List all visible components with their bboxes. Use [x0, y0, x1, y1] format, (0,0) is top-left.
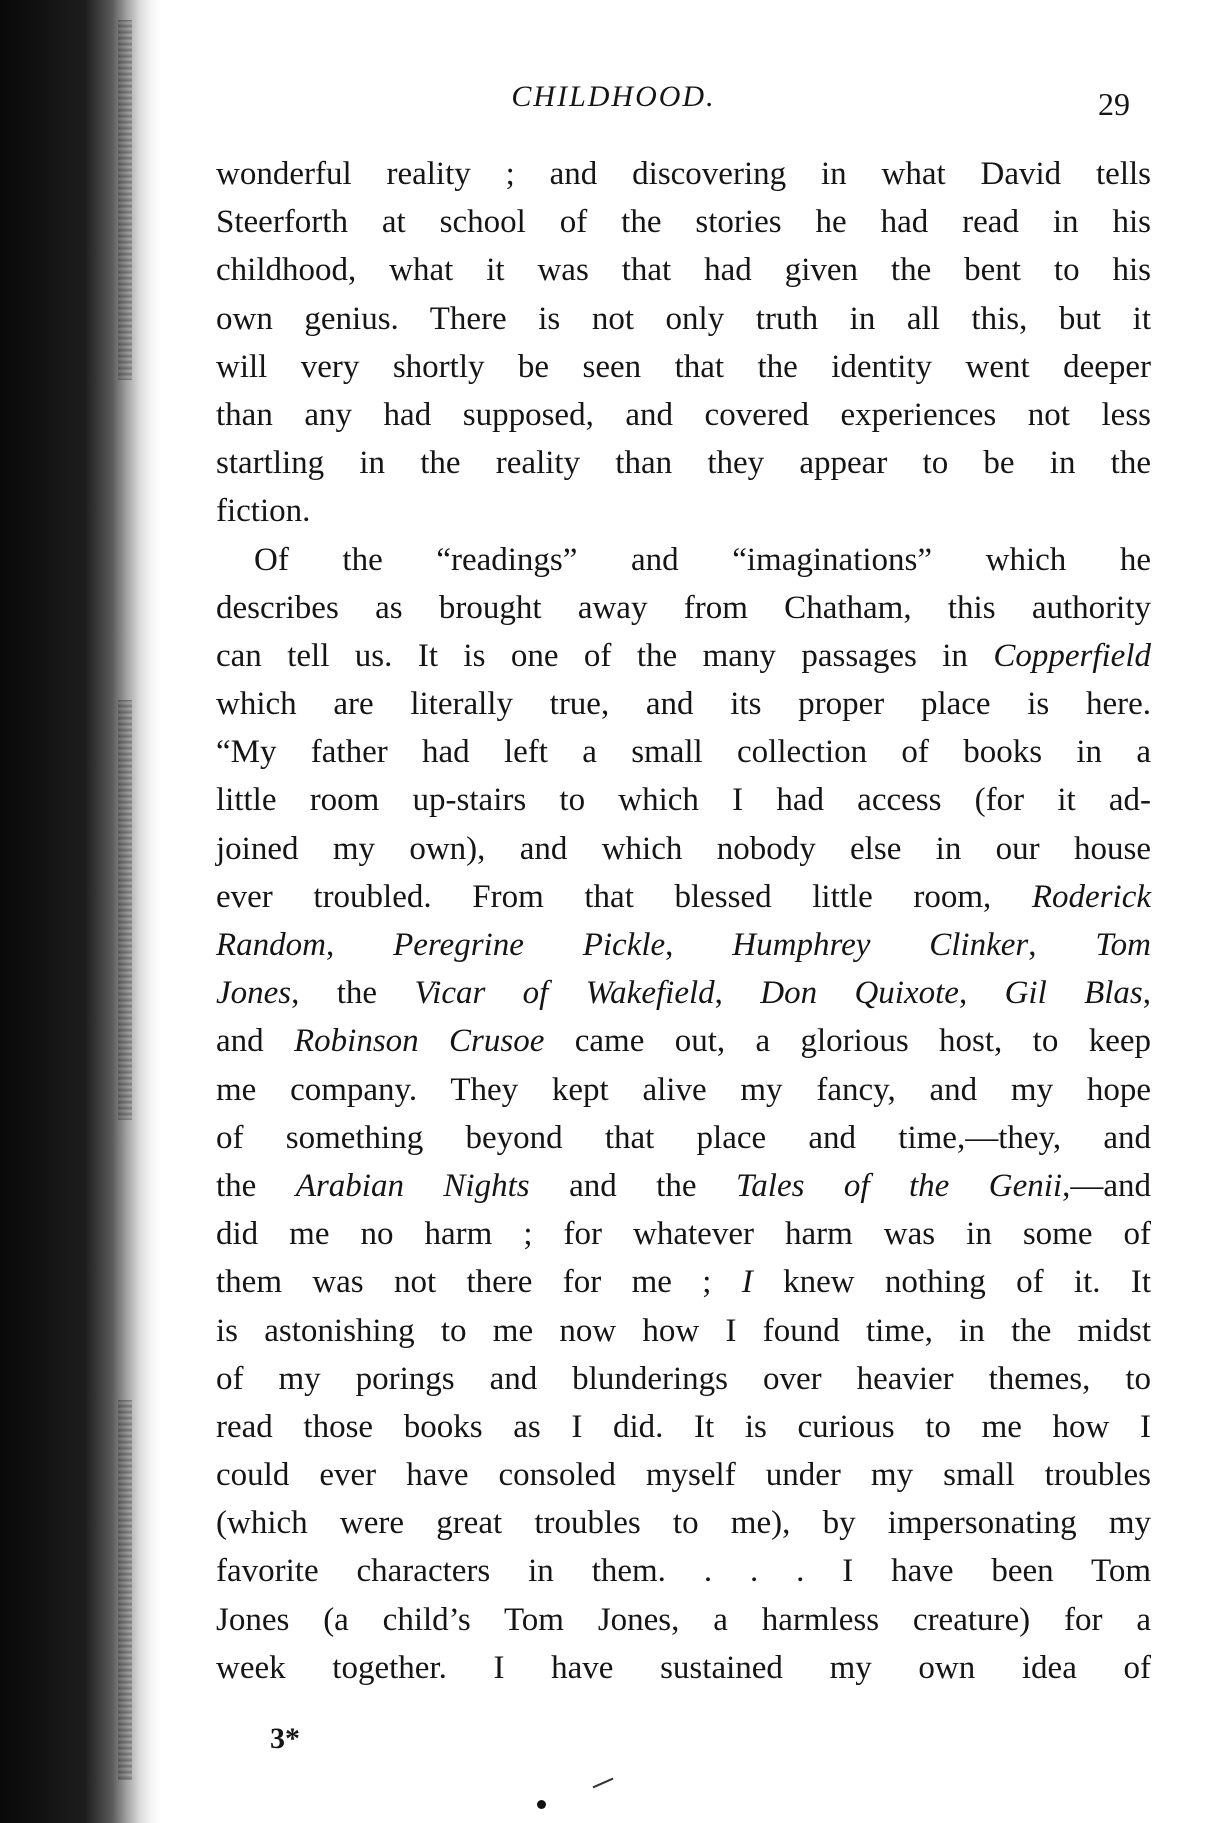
text-line: [216, 680, 1151, 728]
text-line: [216, 1451, 1151, 1499]
text-run: Of the “readings” and “imaginations” which he: [254, 541, 1151, 578]
italic-title: Gil Blas: [1004, 975, 1143, 1012]
text-line: [216, 969, 1151, 1017]
text-run: of something beyond that place and time,—they, and: [216, 1119, 1151, 1156]
italic-title: Roderick: [1031, 878, 1151, 915]
gutter-speckle: [118, 20, 132, 380]
text-line: [216, 776, 1151, 824]
text-run: (which were great troubles to me), by impersonating my: [216, 1505, 1151, 1542]
running-head: [0, 80, 1227, 124]
text-run: joined my own), and which nobody else in our house: [216, 830, 1151, 867]
ink-mark: [593, 1778, 614, 1789]
text-line: [216, 1114, 1151, 1162]
text-line: [216, 295, 1151, 343]
text-run: ,: [1142, 975, 1152, 1012]
text-run: ever troubled. From that blessed little room,: [216, 878, 1032, 915]
text-run: did me no harm ; for whatever harm was in some of: [216, 1216, 1151, 1253]
text-run: ,—and: [1062, 1167, 1152, 1204]
text-run: and: [216, 1023, 295, 1060]
text-line: [216, 1017, 1151, 1065]
text-line: [216, 873, 1151, 921]
italic-title: I: [741, 1264, 753, 1301]
text-run: “My father had left a small collection of books in a: [216, 734, 1151, 771]
text-run: describes as brought away from Chatham, this authority: [216, 589, 1151, 626]
text-line: [216, 1644, 1151, 1692]
text-line: [216, 439, 1151, 487]
text-run: Steerforth at school of the stories he had read in his: [216, 204, 1151, 241]
ink-dot: [537, 1800, 546, 1809]
page-title: CHILDHOOD.: [511, 80, 716, 113]
italic-title: Tales of the Genii: [735, 1167, 1063, 1204]
text-run: ,: [326, 927, 394, 963]
text-run: could ever have consoled myself under my small troubles: [216, 1457, 1151, 1494]
text-line: [216, 1066, 1151, 1114]
italic-title: Tom: [1095, 927, 1152, 963]
italic-title: Peregrine Pickle: [393, 927, 666, 963]
book-gutter-shadow: [0, 0, 160, 1823]
italic-title: Don Quixote: [760, 975, 959, 1012]
text-line: [216, 198, 1151, 246]
text-line: [216, 343, 1151, 391]
italic-title: Vicar of Wakefield: [414, 975, 715, 1012]
text-line: [216, 1403, 1151, 1451]
text-run: came out, a glorious host, to keep: [544, 1023, 1151, 1060]
text-run: week together. I have sustained my own idea of: [216, 1649, 1151, 1686]
text-line: [216, 1596, 1151, 1644]
text-line: [216, 536, 1151, 584]
signature-mark: 3*: [270, 1722, 300, 1755]
text-run: ,: [958, 975, 1005, 1012]
italic-title: Jones: [216, 975, 292, 1012]
text-run: startling in the reality than they appear to be in the: [216, 445, 1151, 482]
italic-title: Robinson Crusoe: [294, 1023, 545, 1060]
text-run: favorite characters in them. . . . I have been Tom: [216, 1553, 1151, 1590]
text-line: [216, 1307, 1151, 1355]
text-run: and the: [529, 1167, 736, 1204]
text-run: Jones (a child’s Tom Jones, a harmless creature) for a: [216, 1601, 1151, 1638]
text-run: knew nothing of it. It: [752, 1264, 1151, 1301]
text-line: [216, 1499, 1151, 1547]
text-line: [216, 584, 1151, 632]
text-run: ,: [714, 975, 761, 1012]
text-run: me company. They kept alive my fancy, and my hope: [216, 1071, 1151, 1108]
italic-title: Random: [216, 927, 326, 963]
text-line: [216, 921, 1151, 969]
text-line: [216, 825, 1151, 873]
text-run: of my porings and blunderings over heavier themes, to: [216, 1360, 1151, 1397]
text-run: can tell us. It is one of the many passages in: [216, 637, 994, 674]
text-line: [216, 632, 1151, 680]
text-run: ,: [1028, 927, 1096, 963]
body-text: [216, 150, 1151, 1692]
text-run: own genius. There is not only truth in all this, but it: [216, 300, 1151, 337]
text-run: them was not there for me ;: [216, 1264, 742, 1301]
text-run: wonderful reality ; and discovering in what David tells: [216, 156, 1151, 192]
text-run: fiction.: [216, 493, 311, 530]
text-run: ,: [665, 927, 733, 963]
text-line: [216, 150, 1151, 198]
italic-title: Copperfield: [993, 637, 1151, 674]
text-run: which are literally true, and its proper place is here.: [216, 686, 1151, 723]
text-line: [216, 487, 1151, 535]
text-run: than any had supposed, and covered experiences not less: [216, 396, 1151, 433]
italic-title: Arabian Nights: [295, 1167, 530, 1204]
text-run: read those books as I did. It is curious to me how I: [216, 1408, 1151, 1445]
italic-title: Humphrey Clinker: [732, 927, 1029, 963]
text-line: [216, 1162, 1151, 1210]
text-run: , the: [291, 975, 415, 1012]
text-run: is astonishing to me now how I found time, in the midst: [216, 1312, 1151, 1349]
text-line: [216, 391, 1151, 439]
gutter-speckle: [118, 1400, 132, 1780]
text-line: [216, 246, 1151, 294]
text-run: little room up-stairs to which I had access (for it ad-: [216, 782, 1151, 819]
text-line: [216, 1355, 1151, 1403]
text-run: will very shortly be seen that the identity went deeper: [216, 348, 1151, 385]
text-line: [216, 728, 1151, 776]
text-line: [216, 1547, 1151, 1595]
gutter-speckle: [118, 700, 132, 1120]
text-line: [216, 1210, 1151, 1258]
text-line: [216, 1258, 1151, 1306]
text-run: childhood, what it was that had given the bent to his: [216, 252, 1151, 289]
page-number: 29: [1098, 86, 1130, 122]
text-run: the: [216, 1167, 296, 1204]
